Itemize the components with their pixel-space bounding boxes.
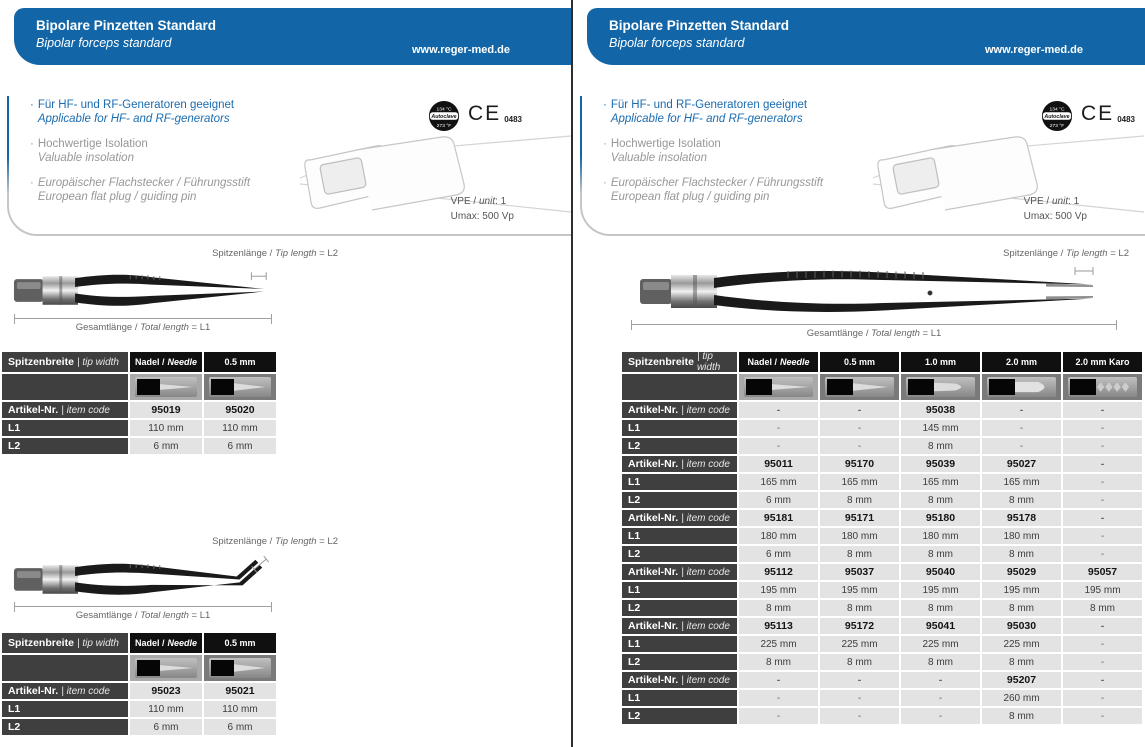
value-cell: 145 mm — [901, 420, 980, 436]
item-code-cell: - — [1063, 672, 1142, 688]
empty-label-cell — [622, 374, 737, 400]
feature-de: Für HF- und RF-Generatoren geeignet — [37, 99, 235, 111]
tip-width-label: Spitzenbreite | tip width — [2, 352, 128, 372]
codes-row-label: Artikel-Nr. | item code — [2, 683, 128, 699]
value-cell: 8 mm — [901, 492, 980, 508]
table-row — [622, 582, 1142, 598]
item-code-cell: 95178 — [982, 510, 1061, 526]
header-band — [587, 8, 1145, 65]
table-header-row — [2, 352, 276, 372]
value-cell: 165 mm — [901, 474, 980, 490]
value-cell: 195 mm — [1063, 582, 1142, 598]
table-row — [622, 618, 1142, 634]
feature-item — [603, 99, 893, 126]
spec-table-long — [622, 352, 1142, 726]
table-row — [622, 528, 1142, 544]
tip-icon-tip20 — [982, 374, 1061, 400]
value-cell: 8 mm — [820, 546, 899, 562]
value-cell: - — [739, 708, 818, 724]
value-cell: 6 mm — [204, 438, 276, 454]
value-cell: - — [1063, 546, 1142, 562]
value-cell: - — [739, 438, 818, 454]
value-cell: 180 mm — [982, 528, 1061, 544]
tip-icon-karo — [1063, 374, 1142, 400]
table-group — [622, 456, 1142, 508]
value-cell: - — [901, 708, 980, 724]
umax-value: Umax: 500 Vp — [450, 211, 514, 222]
feature-de: Hochwertige Isolation — [37, 138, 148, 150]
table-row — [622, 690, 1142, 706]
value-cell: 8 mm — [820, 492, 899, 508]
value-cell: 225 mm — [982, 636, 1061, 652]
codes-row-label: Artikel-Nr. | item code — [622, 402, 737, 418]
forceps-diagram-curved — [8, 534, 338, 630]
svg-text:273 °F: 273 °F — [1049, 124, 1065, 130]
l2-row-label: L2 — [622, 438, 737, 454]
item-code-cell: - — [820, 402, 899, 418]
item-code-cell: - — [739, 402, 818, 418]
panel-accent-bar — [580, 96, 582, 194]
item-code-cell: 95023 — [130, 683, 202, 699]
total-length-label: Gesamtlänge / Total length = L1 — [75, 322, 211, 333]
codes-row-label: Artikel-Nr. | item code — [622, 672, 737, 688]
item-code-cell: - — [739, 672, 818, 688]
forceps-diagram-straight — [8, 246, 338, 342]
value-cell: 8 mm — [739, 600, 818, 616]
l1-row-label: L1 — [622, 474, 737, 490]
column-header: 1.0 mm — [901, 352, 980, 372]
item-code-cell: 95112 — [739, 564, 818, 580]
codes-row-label: Artikel-Nr. | item code — [622, 564, 737, 580]
l2-row-label: L2 — [622, 600, 737, 616]
svg-text:134 °C: 134 °C — [436, 107, 452, 113]
spec-table-curved — [2, 633, 276, 737]
value-cell: - — [820, 420, 899, 436]
item-code-cell: - — [982, 402, 1061, 418]
product-photo-sketch — [290, 128, 572, 220]
tip-icon-row — [2, 655, 276, 681]
value-cell: - — [1063, 420, 1142, 436]
value-cell: 195 mm — [739, 582, 818, 598]
l2-row-label: L2 — [2, 719, 128, 735]
column-header: Nadel / Needle — [130, 352, 202, 372]
l2-row-label: L2 — [2, 438, 128, 454]
item-code-cell: - — [1063, 402, 1142, 418]
feature-en: Valuable insolation — [37, 151, 134, 164]
tip-icon-tip05 — [204, 374, 276, 400]
table-row — [622, 438, 1142, 454]
value-cell: 225 mm — [820, 636, 899, 652]
total-length-label: Gesamtlänge / Total length = L1 — [806, 328, 942, 339]
tip-length-label: Spitzenlänge / Tip length = L2 — [212, 248, 338, 259]
value-cell: - — [739, 420, 818, 436]
item-code-cell: - — [901, 672, 980, 688]
value-cell: 180 mm — [739, 528, 818, 544]
value-cell: 180 mm — [901, 528, 980, 544]
item-code-cell: 95037 — [820, 564, 899, 580]
svg-text:134 °C: 134 °C — [1049, 107, 1065, 113]
value-cell: 110 mm — [204, 701, 276, 717]
page-subtitle: Bipolar forceps standard — [609, 36, 745, 50]
table-row — [622, 474, 1142, 490]
value-cell: 110 mm — [130, 701, 202, 717]
value-cell: 165 mm — [820, 474, 899, 490]
tip-measure-bracket — [251, 272, 266, 280]
value-cell: 6 mm — [739, 492, 818, 508]
product-photo-sketch — [863, 128, 1145, 220]
value-cell: 165 mm — [739, 474, 818, 490]
unit-info: VPE / unit: 1 Umax: 500 Vp — [450, 196, 514, 222]
value-cell: - — [1063, 474, 1142, 490]
l2-row-label: L2 — [622, 708, 737, 724]
feature-list — [603, 99, 893, 216]
table-row — [2, 701, 276, 717]
value-cell: - — [982, 420, 1061, 436]
website-link[interactable]: www.reger-med.de — [411, 44, 510, 56]
table-row — [622, 510, 1142, 526]
ce-mark-icon: CE — [468, 102, 502, 125]
table-row — [622, 654, 1142, 670]
feature-item — [603, 138, 893, 165]
table-group — [622, 510, 1142, 562]
tip-icon-needle — [739, 374, 818, 400]
bullet-dot: · — [603, 138, 607, 150]
value-cell: - — [1063, 438, 1142, 454]
tip-length-label: Spitzenlänge / Tip length = L2 — [1003, 248, 1129, 259]
item-code-cell: 95207 — [982, 672, 1061, 688]
feature-de: Für HF- und RF-Generatoren geeignet — [610, 99, 808, 111]
feature-item — [30, 138, 320, 165]
item-code-cell: 95057 — [1063, 564, 1142, 580]
table-row — [2, 438, 276, 454]
item-code-cell: 95039 — [901, 456, 980, 472]
tip-width-label: Spitzenbreite | tip width — [2, 633, 128, 653]
bullet-dot: · — [30, 177, 34, 189]
feature-item — [30, 177, 320, 204]
table-group — [2, 683, 276, 735]
catalog-page-right — [573, 0, 1145, 747]
empty-label-cell — [2, 374, 128, 400]
umax-value: Umax: 500 Vp — [1023, 211, 1087, 222]
value-cell: - — [1063, 654, 1142, 670]
item-code-cell: 95011 — [739, 456, 818, 472]
tip-icon-tip10 — [901, 374, 980, 400]
tip-icon-row — [622, 374, 1142, 400]
tip-measure-bracket — [1075, 267, 1093, 275]
table-row — [622, 600, 1142, 616]
value-cell: - — [901, 690, 980, 706]
forceps-drawing-long — [635, 262, 1121, 322]
value-cell: 8 mm — [901, 546, 980, 562]
forceps-diagram-long — [601, 246, 1131, 346]
column-header: 0.5 mm — [204, 352, 276, 372]
value-cell: 195 mm — [901, 582, 980, 598]
feature-de: Europäischer Flachstecker / Führungsstift — [37, 177, 251, 189]
item-code-cell: 95040 — [901, 564, 980, 580]
value-cell: 8 mm — [1063, 600, 1142, 616]
unit-info: VPE / unit: 1 Umax: 500 Vp — [1023, 196, 1087, 222]
value-cell: 8 mm — [982, 708, 1061, 724]
value-cell: 110 mm — [204, 420, 276, 436]
l1-row-label: L1 — [622, 582, 737, 598]
table-header-row — [2, 633, 276, 653]
value-cell: 8 mm — [820, 654, 899, 670]
table-group — [622, 564, 1142, 616]
item-code-cell: 95172 — [820, 618, 899, 634]
item-code-cell: 95170 — [820, 456, 899, 472]
website-link[interactable]: www.reger-med.de — [984, 44, 1083, 56]
ce-number: 0483 — [504, 115, 522, 124]
forceps-drawing-curved — [12, 552, 278, 604]
tip-length-label: Spitzenlänge / Tip length = L2 — [212, 536, 338, 547]
item-code-cell: 95020 — [204, 402, 276, 418]
l1-row-label: L1 — [622, 420, 737, 436]
table-row — [2, 719, 276, 735]
bullet-dot: · — [30, 99, 34, 111]
empty-label-cell — [2, 655, 128, 681]
page-title: Bipolare Pinzetten Standard — [609, 18, 790, 33]
catalog-page-left — [0, 0, 572, 747]
item-code-cell: 95030 — [982, 618, 1061, 634]
svg-text:273 °F: 273 °F — [436, 124, 452, 130]
value-cell: 8 mm — [982, 546, 1061, 562]
value-cell: 180 mm — [820, 528, 899, 544]
value-cell: 6 mm — [739, 546, 818, 562]
value-cell: - — [982, 438, 1061, 454]
column-header: 2.0 mm — [982, 352, 1061, 372]
table-row — [622, 546, 1142, 562]
spec-table-straight — [2, 352, 276, 456]
header-band — [14, 8, 572, 65]
value-cell: 225 mm — [739, 636, 818, 652]
codes-row-label: Artikel-Nr. | item code — [622, 510, 737, 526]
item-code-cell: 95171 — [820, 510, 899, 526]
column-header: 0.5 mm — [820, 352, 899, 372]
tip-icon-needle — [130, 655, 202, 681]
item-code-cell: 95029 — [982, 564, 1061, 580]
table-row — [2, 683, 276, 699]
value-cell: - — [1063, 636, 1142, 652]
item-code-cell: 95181 — [739, 510, 818, 526]
codes-row-label: Artikel-Nr. | item code — [622, 618, 737, 634]
item-code-cell: - — [1063, 510, 1142, 526]
codes-row-label: Artikel-Nr. | item code — [2, 402, 128, 418]
tip-icon-tip05 — [204, 655, 276, 681]
panel-accent-bar — [7, 96, 9, 194]
total-length-dimension-line — [14, 318, 272, 319]
value-cell: - — [1063, 492, 1142, 508]
svg-text:Autoclave: Autoclave — [1044, 114, 1070, 121]
value-cell: 8 mm — [982, 654, 1061, 670]
table-group — [622, 672, 1142, 724]
l2-row-label: L2 — [622, 492, 737, 508]
item-code-cell: 95180 — [901, 510, 980, 526]
table-row — [622, 564, 1142, 580]
l1-row-label: L1 — [622, 528, 737, 544]
bullet-dot: · — [30, 138, 34, 150]
feature-en: Applicable for HF- and RF-generators — [37, 112, 230, 125]
table-row — [622, 420, 1142, 436]
item-code-cell: 95019 — [130, 402, 202, 418]
table-group — [2, 402, 276, 454]
value-cell: - — [820, 438, 899, 454]
tip-icon-row — [2, 374, 276, 400]
value-cell: - — [739, 690, 818, 706]
value-cell: 195 mm — [820, 582, 899, 598]
item-code-cell: 95113 — [739, 618, 818, 634]
value-cell: 8 mm — [982, 600, 1061, 616]
value-cell: 6 mm — [130, 438, 202, 454]
table-row — [2, 402, 276, 418]
table-row — [622, 672, 1142, 688]
table-row — [622, 456, 1142, 472]
l1-row-label: L1 — [2, 420, 128, 436]
value-cell: 110 mm — [130, 420, 202, 436]
l2-row-label: L2 — [622, 654, 737, 670]
forceps-drawing-straight — [12, 264, 278, 316]
value-cell: 8 mm — [820, 600, 899, 616]
l1-row-label: L1 — [622, 636, 737, 652]
feature-en: European flat plug / guiding pin — [610, 190, 770, 203]
feature-en: Valuable insolation — [610, 151, 707, 164]
item-code-cell: 95041 — [901, 618, 980, 634]
page-subtitle: Bipolar forceps standard — [36, 36, 172, 50]
l1-row-label: L1 — [622, 690, 737, 706]
item-code-cell: 95021 — [204, 683, 276, 699]
table-group — [622, 618, 1142, 670]
table-row — [622, 636, 1142, 652]
tip-icon-needle — [130, 374, 202, 400]
column-header: Nadel / Needle — [130, 633, 202, 653]
bullet-dot: · — [603, 99, 607, 111]
column-header: Nadel / Needle — [739, 352, 818, 372]
svg-text:Autoclave: Autoclave — [431, 114, 457, 121]
value-cell: 8 mm — [739, 654, 818, 670]
codes-row-label: Artikel-Nr. | item code — [622, 456, 737, 472]
value-cell: - — [820, 708, 899, 724]
value-cell: 8 mm — [982, 492, 1061, 508]
tip-icon-tip05 — [820, 374, 899, 400]
value-cell: - — [1063, 690, 1142, 706]
page-divider — [571, 0, 573, 747]
value-cell: 260 mm — [982, 690, 1061, 706]
page-title: Bipolare Pinzetten Standard — [36, 18, 217, 33]
feature-en: European flat plug / guiding pin — [37, 190, 197, 203]
feature-item — [30, 99, 320, 126]
table-row — [622, 402, 1142, 418]
value-cell: 6 mm — [204, 719, 276, 735]
value-cell: 8 mm — [901, 438, 980, 454]
item-code-cell: 95027 — [982, 456, 1061, 472]
value-cell: 195 mm — [982, 582, 1061, 598]
bullet-dot: · — [603, 177, 607, 189]
item-code-cell: 95038 — [901, 402, 980, 418]
value-cell: 6 mm — [130, 719, 202, 735]
value-cell: - — [1063, 708, 1142, 724]
tip-width-label: Spitzenbreite | tip width — [622, 352, 737, 372]
table-row — [622, 492, 1142, 508]
l1-row-label: L1 — [2, 701, 128, 717]
feature-de: Europäischer Flachstecker / Führungsstift — [610, 177, 824, 189]
feature-en: Applicable for HF- and RF-generators — [610, 112, 803, 125]
table-group — [622, 402, 1142, 454]
table-row — [622, 708, 1142, 724]
column-header: 0.5 mm — [204, 633, 276, 653]
feature-de: Hochwertige Isolation — [610, 138, 721, 150]
total-length-label: Gesamtlänge / Total length = L1 — [75, 610, 211, 621]
item-code-cell: - — [1063, 618, 1142, 634]
feature-item — [603, 177, 893, 204]
total-length-dimension-line — [631, 324, 1117, 325]
ce-number: 0483 — [1117, 115, 1135, 124]
value-cell: 225 mm — [901, 636, 980, 652]
total-length-dimension-line — [14, 606, 272, 607]
value-cell: - — [1063, 528, 1142, 544]
item-code-cell: - — [820, 672, 899, 688]
ce-mark-icon: CE — [1081, 102, 1115, 125]
item-code-cell: - — [1063, 456, 1142, 472]
value-cell: - — [820, 690, 899, 706]
column-header: 2.0 mm Karo — [1063, 352, 1142, 372]
l2-row-label: L2 — [622, 546, 737, 562]
value-cell: 8 mm — [901, 654, 980, 670]
feature-list — [30, 99, 320, 216]
value-cell: 8 mm — [901, 600, 980, 616]
value-cell: 165 mm — [982, 474, 1061, 490]
table-row — [2, 420, 276, 436]
table-header-row — [622, 352, 1142, 372]
